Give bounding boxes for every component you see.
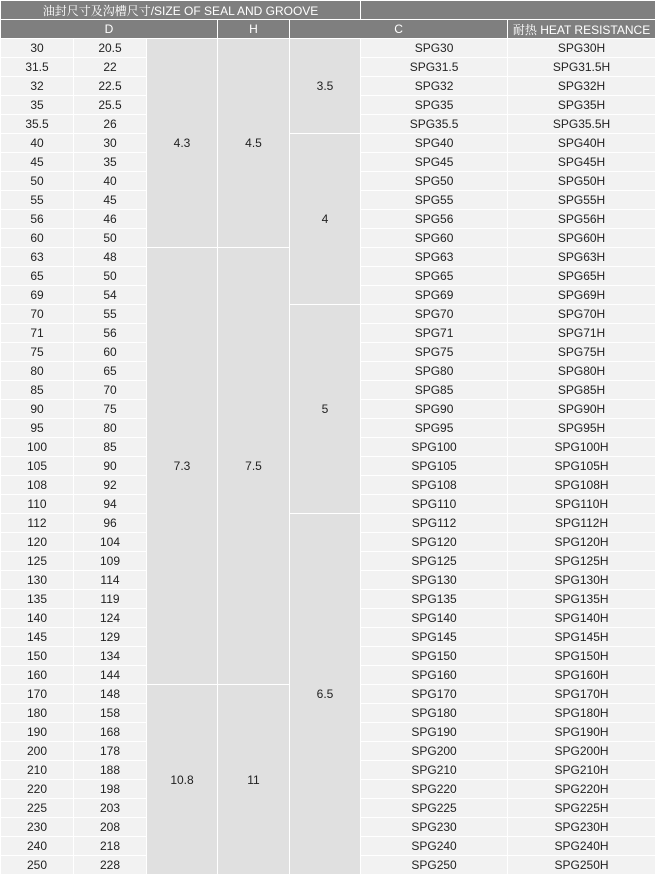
seal-outer-diameter: 45	[1, 153, 74, 172]
model-number: SPG55	[361, 191, 508, 210]
seal-outer-diameter: 190	[1, 723, 74, 742]
chamfer-c-value: 6.5	[290, 514, 361, 875]
chamfer-c-value: 3.5	[290, 39, 361, 134]
model-number: SPG225	[361, 799, 508, 818]
heat-resistant-model: SPG220H	[508, 780, 655, 799]
heat-resistant-model: SPG30H	[508, 39, 655, 58]
seal-inner-diameter: 46	[74, 210, 147, 229]
seal-inner-diameter: 90	[74, 457, 147, 476]
model-number: SPG250	[361, 856, 508, 875]
model-number: SPG230	[361, 818, 508, 837]
model-number: SPG75	[361, 343, 508, 362]
seal-inner-diameter: 114	[74, 571, 147, 590]
heat-resistant-model: SPG125H	[508, 552, 655, 571]
heat-resistant-model: SPG80H	[508, 362, 655, 381]
seal-outer-diameter: 250	[1, 856, 74, 875]
seal-outer-diameter: 56	[1, 210, 74, 229]
header-d: D	[1, 20, 218, 39]
seal-inner-diameter: 228	[74, 856, 147, 875]
seal-inner-diameter: 30	[74, 134, 147, 153]
heat-resistant-model: SPG180H	[508, 704, 655, 723]
heat-resistant-model: SPG110H	[508, 495, 655, 514]
seal-inner-diameter: 50	[74, 229, 147, 248]
model-number: SPG125	[361, 552, 508, 571]
seal-inner-diameter: 92	[74, 476, 147, 495]
model-number: SPG63	[361, 248, 508, 267]
seal-outer-diameter: 65	[1, 267, 74, 286]
seal-inner-diameter: 50	[74, 267, 147, 286]
seal-outer-diameter: 225	[1, 799, 74, 818]
seal-outer-diameter: 85	[1, 381, 74, 400]
seal-inner-diameter: 55	[74, 305, 147, 324]
heat-resistant-model: SPG70H	[508, 305, 655, 324]
seal-outer-diameter: 100	[1, 438, 74, 457]
seal-outer-diameter: 75	[1, 343, 74, 362]
seal-inner-diameter: 56	[74, 324, 147, 343]
model-number: SPG240	[361, 837, 508, 856]
seal-outer-diameter: 35	[1, 96, 74, 115]
seal-inner-diameter: 188	[74, 761, 147, 780]
header-c: C	[290, 20, 508, 39]
seal-outer-diameter: 180	[1, 704, 74, 723]
seal-outer-diameter: 130	[1, 571, 74, 590]
seal-inner-diameter: 144	[74, 666, 147, 685]
model-number: SPG56	[361, 210, 508, 229]
seal-inner-diameter: 109	[74, 552, 147, 571]
seal-inner-diameter: 124	[74, 609, 147, 628]
model-number: SPG60	[361, 229, 508, 248]
seal-height-value: 10.8	[147, 685, 218, 875]
model-number: SPG30	[361, 39, 508, 58]
seal-outer-diameter: 70	[1, 305, 74, 324]
model-number: SPG110	[361, 495, 508, 514]
model-number: SPG200	[361, 742, 508, 761]
model-number: SPG220	[361, 780, 508, 799]
heat-resistant-model: SPG75H	[508, 343, 655, 362]
seal-outer-diameter: 210	[1, 761, 74, 780]
seal-outer-diameter: 108	[1, 476, 74, 495]
heat-resistant-model: SPG45H	[508, 153, 655, 172]
seal-inner-diameter: 65	[74, 362, 147, 381]
seal-inner-diameter: 85	[74, 438, 147, 457]
seal-inner-diameter: 104	[74, 533, 147, 552]
heat-resistant-model: SPG150H	[508, 647, 655, 666]
model-number: SPG85	[361, 381, 508, 400]
heat-resistant-model: SPG108H	[508, 476, 655, 495]
heat-resistant-model: SPG200H	[508, 742, 655, 761]
heat-resistant-model: SPG60H	[508, 229, 655, 248]
seal-outer-diameter: 35.5	[1, 115, 74, 134]
model-number: SPG100	[361, 438, 508, 457]
seal-inner-diameter: 48	[74, 248, 147, 267]
model-number: SPG150	[361, 647, 508, 666]
seal-inner-diameter: 119	[74, 590, 147, 609]
seal-outer-diameter: 80	[1, 362, 74, 381]
heat-resistant-model: SPG190H	[508, 723, 655, 742]
seal-outer-diameter: 135	[1, 590, 74, 609]
seal-outer-diameter: 110	[1, 495, 74, 514]
seal-outer-diameter: 69	[1, 286, 74, 305]
seal-height-value: 4.3	[147, 39, 218, 248]
heat-resistant-model: SPG35H	[508, 96, 655, 115]
heat-resistant-model: SPG225H	[508, 799, 655, 818]
seal-outer-diameter: 40	[1, 134, 74, 153]
seal-inner-diameter: 45	[74, 191, 147, 210]
seal-outer-diameter: 55	[1, 191, 74, 210]
heat-resistant-model: SPG55H	[508, 191, 655, 210]
table-body	[1, 39, 655, 875]
table-row	[1, 514, 655, 533]
seal-outer-diameter: 170	[1, 685, 74, 704]
heat-resistant-model: SPG40H	[508, 134, 655, 153]
seal-inner-diameter: 148	[74, 685, 147, 704]
model-number: SPG140	[361, 609, 508, 628]
model-number: SPG71	[361, 324, 508, 343]
heat-resistant-model: SPG32H	[508, 77, 655, 96]
seal-inner-diameter: 70	[74, 381, 147, 400]
seal-outer-diameter: 32	[1, 77, 74, 96]
column-header-row	[1, 20, 655, 39]
seal-inner-diameter: 203	[74, 799, 147, 818]
model-number: SPG160	[361, 666, 508, 685]
model-number: SPG80	[361, 362, 508, 381]
model-number: SPG112	[361, 514, 508, 533]
table-title-row	[1, 1, 655, 20]
seal-inner-diameter: 134	[74, 647, 147, 666]
heat-resistant-model: SPG85H	[508, 381, 655, 400]
heat-resistant-model: SPG240H	[508, 837, 655, 856]
groove-height-value: 7.5	[218, 248, 290, 685]
seal-inner-diameter: 20.5	[74, 39, 147, 58]
seal-inner-diameter: 22.5	[74, 77, 147, 96]
heat-resistant-model: SPG95H	[508, 419, 655, 438]
seal-inner-diameter: 94	[74, 495, 147, 514]
seal-outer-diameter: 105	[1, 457, 74, 476]
seal-outer-diameter: 145	[1, 628, 74, 647]
model-number: SPG108	[361, 476, 508, 495]
heat-resistant-model: SPG63H	[508, 248, 655, 267]
seal-inner-diameter: 96	[74, 514, 147, 533]
heat-resistant-model: SPG31.5H	[508, 58, 655, 77]
seal-inner-diameter: 22	[74, 58, 147, 77]
groove-height-value: 11	[218, 685, 290, 875]
chamfer-c-value: 5	[290, 305, 361, 514]
seal-outer-diameter: 200	[1, 742, 74, 761]
heat-resistant-model: SPG170H	[508, 685, 655, 704]
seal-outer-diameter: 125	[1, 552, 74, 571]
chamfer-c-value: 4	[290, 134, 361, 305]
model-number: SPG31.5	[361, 58, 508, 77]
heat-resistant-model: SPG50H	[508, 172, 655, 191]
heat-resistant-model: SPG120H	[508, 533, 655, 552]
model-number: SPG70	[361, 305, 508, 324]
seal-outer-diameter: 95	[1, 419, 74, 438]
table-row	[1, 39, 655, 58]
model-number: SPG65	[361, 267, 508, 286]
heat-resistant-model: SPG90H	[508, 400, 655, 419]
seal-inner-diameter: 80	[74, 419, 147, 438]
heat-resistant-model: SPG160H	[508, 666, 655, 685]
seal-inner-diameter: 25.5	[74, 96, 147, 115]
model-number: SPG50	[361, 172, 508, 191]
header-h: H	[218, 20, 290, 39]
model-number: SPG69	[361, 286, 508, 305]
heat-resistant-model: SPG35.5H	[508, 115, 655, 134]
model-number: SPG170	[361, 685, 508, 704]
seal-inner-diameter: 208	[74, 818, 147, 837]
model-number: SPG120	[361, 533, 508, 552]
seal-inner-diameter: 158	[74, 704, 147, 723]
heat-resistant-model: SPG135H	[508, 590, 655, 609]
heat-resistant-model: SPG65H	[508, 267, 655, 286]
seal-inner-diameter: 54	[74, 286, 147, 305]
seal-inner-diameter: 35	[74, 153, 147, 172]
model-number: SPG32	[361, 77, 508, 96]
model-number: SPG35.5	[361, 115, 508, 134]
model-number: SPG180	[361, 704, 508, 723]
heat-resistant-model: SPG140H	[508, 609, 655, 628]
seal-inner-diameter: 198	[74, 780, 147, 799]
table-row	[1, 134, 655, 153]
seal-outer-diameter: 150	[1, 647, 74, 666]
seal-inner-diameter: 129	[74, 628, 147, 647]
groove-height-value: 4.5	[218, 39, 290, 248]
heat-resistant-model: SPG105H	[508, 457, 655, 476]
heat-resistant-model: SPG230H	[508, 818, 655, 837]
seal-outer-diameter: 30	[1, 39, 74, 58]
seal-outer-diameter: 160	[1, 666, 74, 685]
seal-inner-diameter: 178	[74, 742, 147, 761]
seal-height-value: 7.3	[147, 248, 218, 685]
model-number: SPG210	[361, 761, 508, 780]
seal-outer-diameter: 240	[1, 837, 74, 856]
model-number: SPG145	[361, 628, 508, 647]
table-row	[1, 305, 655, 324]
title-row-spacer	[361, 1, 655, 20]
table-title: 油封尺寸及沟槽尺寸/SIZE OF SEAL AND GROOVE	[1, 1, 361, 20]
seal-outer-diameter: 220	[1, 780, 74, 799]
seal-outer-diameter: 60	[1, 229, 74, 248]
heat-resistant-model: SPG210H	[508, 761, 655, 780]
model-number: SPG95	[361, 419, 508, 438]
heat-resistant-model: SPG112H	[508, 514, 655, 533]
heat-resistant-model: SPG56H	[508, 210, 655, 229]
seal-inner-diameter: 60	[74, 343, 147, 362]
heat-resistant-model: SPG69H	[508, 286, 655, 305]
seal-outer-diameter: 71	[1, 324, 74, 343]
header-heat-resistance: 耐热 HEAT RESISTANCE	[508, 20, 655, 39]
seal-inner-diameter: 40	[74, 172, 147, 191]
model-number: SPG35	[361, 96, 508, 115]
model-number: SPG45	[361, 153, 508, 172]
seal-outer-diameter: 90	[1, 400, 74, 419]
heat-resistant-model: SPG100H	[508, 438, 655, 457]
model-number: SPG105	[361, 457, 508, 476]
seal-outer-diameter: 112	[1, 514, 74, 533]
seal-outer-diameter: 230	[1, 818, 74, 837]
model-number: SPG90	[361, 400, 508, 419]
model-number: SPG40	[361, 134, 508, 153]
seal-inner-diameter: 168	[74, 723, 147, 742]
seal-outer-diameter: 120	[1, 533, 74, 552]
seal-outer-diameter: 50	[1, 172, 74, 191]
seal-inner-diameter: 75	[74, 400, 147, 419]
model-number: SPG130	[361, 571, 508, 590]
model-number: SPG135	[361, 590, 508, 609]
heat-resistant-model: SPG250H	[508, 856, 655, 875]
seal-inner-diameter: 218	[74, 837, 147, 856]
heat-resistant-model: SPG71H	[508, 324, 655, 343]
seal-outer-diameter: 31.5	[1, 58, 74, 77]
seal-outer-diameter: 63	[1, 248, 74, 267]
seal-outer-diameter: 140	[1, 609, 74, 628]
model-number: SPG190	[361, 723, 508, 742]
seal-inner-diameter: 26	[74, 115, 147, 134]
heat-resistant-model: SPG130H	[508, 571, 655, 590]
heat-resistant-model: SPG145H	[508, 628, 655, 647]
